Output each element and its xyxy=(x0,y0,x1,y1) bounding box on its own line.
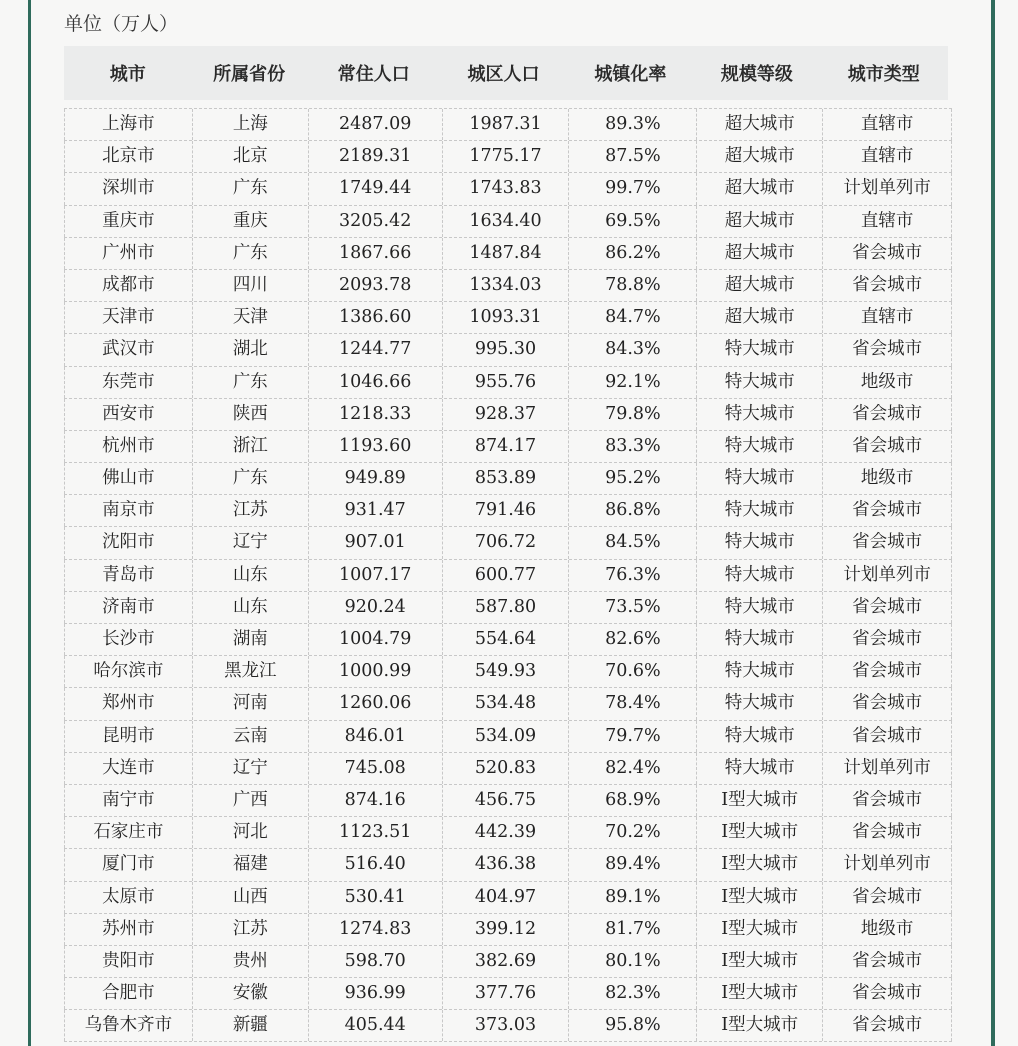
cell-resident-population: 516.40 xyxy=(309,849,443,880)
cell-urbanization-rate: 70.6% xyxy=(569,656,697,687)
cell-scale-level: Ⅰ型大城市 xyxy=(697,946,823,977)
cell-province: 天津 xyxy=(193,302,309,333)
table-row xyxy=(64,560,952,592)
cell-urbanization-rate: 89.1% xyxy=(569,882,697,913)
cell-city-type: 省会城市 xyxy=(823,495,952,526)
cell-urbanization-rate: 70.2% xyxy=(569,817,697,848)
cell-city: 南宁市 xyxy=(64,785,193,816)
cell-urban-population: 534.09 xyxy=(443,721,570,752)
cell-urbanization-rate: 79.8% xyxy=(569,399,697,430)
table-row xyxy=(64,882,952,914)
header-city-type: 城市类型 xyxy=(847,64,920,85)
cell-city-type: 省会城市 xyxy=(823,270,952,301)
cell-city: 厦门市 xyxy=(64,849,193,880)
cell-urban-population: 534.48 xyxy=(443,688,570,719)
table-row xyxy=(64,431,952,463)
cell-resident-population: 1004.79 xyxy=(309,624,443,655)
cell-scale-level: 超大城市 xyxy=(697,141,823,172)
cell-city-type: 省会城市 xyxy=(823,334,952,365)
cell-city: 广州市 xyxy=(64,238,193,269)
cell-province: 河南 xyxy=(193,688,309,719)
cell-resident-population: 931.47 xyxy=(309,495,443,526)
table-row xyxy=(64,108,952,141)
cell-province: 山东 xyxy=(193,592,309,623)
cell-urban-population: 373.03 xyxy=(443,1010,570,1041)
cell-urbanization-rate: 95.2% xyxy=(569,463,697,494)
unit-label: 单位（万人） xyxy=(64,13,179,35)
cell-resident-population: 1274.83 xyxy=(309,914,443,945)
cell-scale-level: 特大城市 xyxy=(697,367,823,398)
cell-city: 东莞市 xyxy=(64,367,193,398)
table-row xyxy=(64,527,952,559)
cell-urbanization-rate: 83.3% xyxy=(569,431,697,462)
cell-urban-population: 995.30 xyxy=(443,334,570,365)
cell-resident-population: 936.99 xyxy=(309,978,443,1009)
table-row xyxy=(64,753,952,785)
table-row xyxy=(64,206,952,238)
cell-city-type: 省会城市 xyxy=(823,527,952,558)
cell-scale-level: 特大城市 xyxy=(697,688,823,719)
table-row xyxy=(64,463,952,495)
right-accent-bar xyxy=(991,0,995,1046)
cell-scale-level: 特大城市 xyxy=(697,656,823,687)
cell-city: 长沙市 xyxy=(64,624,193,655)
cell-province: 湖南 xyxy=(193,624,309,655)
cell-resident-population: 907.01 xyxy=(309,527,443,558)
table-row xyxy=(64,946,952,978)
cell-scale-level: Ⅰ型大城市 xyxy=(697,1010,823,1041)
cell-city-type: 省会城市 xyxy=(823,1010,952,1041)
cell-province: 广东 xyxy=(193,173,309,204)
cell-city-type: 计划单列市 xyxy=(823,560,952,591)
cell-province: 河北 xyxy=(193,817,309,848)
cell-urbanization-rate: 81.7% xyxy=(569,914,697,945)
cell-province: 安徽 xyxy=(193,978,309,1009)
data-table xyxy=(64,108,952,1042)
cell-province: 江苏 xyxy=(193,914,309,945)
cell-city-type: 省会城市 xyxy=(823,592,952,623)
cell-resident-population: 1386.60 xyxy=(309,302,443,333)
cell-city-type: 地级市 xyxy=(823,367,952,398)
cell-urban-population: 554.64 xyxy=(443,624,570,655)
cell-urbanization-rate: 73.5% xyxy=(569,592,697,623)
table-row xyxy=(64,849,952,881)
cell-urban-population: 382.69 xyxy=(443,946,570,977)
table-row xyxy=(64,721,952,753)
cell-scale-level: 超大城市 xyxy=(697,173,823,204)
table-row xyxy=(64,978,952,1010)
cell-urban-population: 456.75 xyxy=(443,785,570,816)
cell-scale-level: 特大城市 xyxy=(697,463,823,494)
cell-city: 乌鲁木齐市 xyxy=(64,1010,193,1041)
table-row xyxy=(64,914,952,946)
cell-scale-level: Ⅰ型大城市 xyxy=(697,817,823,848)
cell-urban-population: 706.72 xyxy=(443,527,570,558)
cell-urban-population: 549.93 xyxy=(443,656,570,687)
cell-urban-population: 928.37 xyxy=(443,399,570,430)
cell-city-type: 直辖市 xyxy=(823,206,952,237)
cell-urban-population: 853.89 xyxy=(443,463,570,494)
cell-city: 重庆市 xyxy=(64,206,193,237)
cell-scale-level: 特大城市 xyxy=(697,495,823,526)
cell-urbanization-rate: 68.9% xyxy=(569,785,697,816)
header-city: 城市 xyxy=(109,64,146,85)
table-row xyxy=(64,141,952,173)
cell-urbanization-rate: 84.3% xyxy=(569,334,697,365)
cell-city-type: 省会城市 xyxy=(823,882,952,913)
table-row xyxy=(64,656,952,688)
table-row xyxy=(64,688,952,720)
cell-resident-population: 1218.33 xyxy=(309,399,443,430)
table-row xyxy=(64,399,952,431)
cell-city: 佛山市 xyxy=(64,463,193,494)
table-row xyxy=(64,238,952,270)
cell-province: 山东 xyxy=(193,560,309,591)
cell-scale-level: 特大城市 xyxy=(697,431,823,462)
cell-scale-level: 超大城市 xyxy=(697,270,823,301)
cell-province: 福建 xyxy=(193,849,309,880)
cell-province: 新疆 xyxy=(193,1010,309,1041)
cell-city-type: 计划单列市 xyxy=(823,849,952,880)
cell-city: 合肥市 xyxy=(64,978,193,1009)
cell-scale-level: 特大城市 xyxy=(697,527,823,558)
cell-province: 广西 xyxy=(193,785,309,816)
cell-urban-population: 587.80 xyxy=(443,592,570,623)
cell-urbanization-rate: 92.1% xyxy=(569,367,697,398)
cell-city-type: 省会城市 xyxy=(823,978,952,1009)
cell-city: 杭州市 xyxy=(64,431,193,462)
cell-urbanization-rate: 82.3% xyxy=(569,978,697,1009)
cell-city-type: 省会城市 xyxy=(823,688,952,719)
cell-resident-population: 1193.60 xyxy=(309,431,443,462)
cell-city-type: 地级市 xyxy=(823,463,952,494)
cell-province: 辽宁 xyxy=(193,527,309,558)
cell-scale-level: 特大城市 xyxy=(697,560,823,591)
cell-province: 广东 xyxy=(193,238,309,269)
cell-scale-level: 特大城市 xyxy=(697,592,823,623)
cell-urbanization-rate: 79.7% xyxy=(569,721,697,752)
cell-scale-level: Ⅰ型大城市 xyxy=(697,785,823,816)
cell-resident-population: 1867.66 xyxy=(309,238,443,269)
cell-urban-population: 1093.31 xyxy=(443,302,570,333)
cell-urban-population: 955.76 xyxy=(443,367,570,398)
cell-resident-population: 3205.42 xyxy=(309,206,443,237)
table-row xyxy=(64,817,952,849)
cell-city: 济南市 xyxy=(64,592,193,623)
cell-resident-population: 598.70 xyxy=(309,946,443,977)
cell-city-type: 省会城市 xyxy=(823,785,952,816)
cell-city-type: 直辖市 xyxy=(823,109,952,140)
cell-urbanization-rate: 82.4% xyxy=(569,753,697,784)
table-row xyxy=(64,334,952,366)
cell-province: 上海 xyxy=(193,109,309,140)
cell-resident-population: 1007.17 xyxy=(309,560,443,591)
cell-resident-population: 920.24 xyxy=(309,592,443,623)
cell-urban-population: 1987.31 xyxy=(443,109,570,140)
table-row xyxy=(64,785,952,817)
cell-urbanization-rate: 89.4% xyxy=(569,849,697,880)
cell-scale-level: Ⅰ型大城市 xyxy=(697,849,823,880)
cell-city-type: 地级市 xyxy=(823,914,952,945)
cell-urban-population: 1334.03 xyxy=(443,270,570,301)
cell-scale-level: 超大城市 xyxy=(697,302,823,333)
cell-city-type: 省会城市 xyxy=(823,817,952,848)
cell-urbanization-rate: 99.7% xyxy=(569,173,697,204)
cell-urbanization-rate: 84.5% xyxy=(569,527,697,558)
cell-urban-population: 377.76 xyxy=(443,978,570,1009)
cell-scale-level: 特大城市 xyxy=(697,624,823,655)
cell-city: 贵阳市 xyxy=(64,946,193,977)
cell-resident-population: 874.16 xyxy=(309,785,443,816)
cell-province: 黑龙江 xyxy=(193,656,309,687)
cell-urban-population: 791.46 xyxy=(443,495,570,526)
cell-urbanization-rate: 86.2% xyxy=(569,238,697,269)
cell-city: 苏州市 xyxy=(64,914,193,945)
cell-scale-level: 特大城市 xyxy=(697,334,823,365)
cell-province: 辽宁 xyxy=(193,753,309,784)
cell-resident-population: 2487.09 xyxy=(309,109,443,140)
cell-urbanization-rate: 86.8% xyxy=(569,495,697,526)
cell-province: 北京 xyxy=(193,141,309,172)
cell-city: 郑州市 xyxy=(64,688,193,719)
cell-scale-level: 特大城市 xyxy=(697,753,823,784)
cell-city: 深圳市 xyxy=(64,173,193,204)
cell-province: 江苏 xyxy=(193,495,309,526)
table-row xyxy=(64,592,952,624)
cell-city-type: 计划单列市 xyxy=(823,173,952,204)
cell-city: 武汉市 xyxy=(64,334,193,365)
cell-city-type: 省会城市 xyxy=(823,624,952,655)
cell-city: 上海市 xyxy=(64,109,193,140)
cell-resident-population: 2093.78 xyxy=(309,270,443,301)
cell-urbanization-rate: 89.3% xyxy=(569,109,697,140)
cell-city-type: 省会城市 xyxy=(823,946,952,977)
cell-resident-population: 1000.99 xyxy=(309,656,443,687)
cell-city: 昆明市 xyxy=(64,721,193,752)
cell-urbanization-rate: 87.5% xyxy=(569,141,697,172)
cell-urban-population: 600.77 xyxy=(443,560,570,591)
table-row xyxy=(64,624,952,656)
cell-province: 四川 xyxy=(193,270,309,301)
cell-city: 大连市 xyxy=(64,753,193,784)
cell-resident-population: 1749.44 xyxy=(309,173,443,204)
cell-urbanization-rate: 95.8% xyxy=(569,1010,697,1041)
cell-scale-level: Ⅰ型大城市 xyxy=(697,978,823,1009)
cell-urban-population: 1743.83 xyxy=(443,173,570,204)
cell-scale-level: 超大城市 xyxy=(697,109,823,140)
cell-urbanization-rate: 84.7% xyxy=(569,302,697,333)
cell-scale-level: 特大城市 xyxy=(697,399,823,430)
cell-city: 太原市 xyxy=(64,882,193,913)
cell-urban-population: 442.39 xyxy=(443,817,570,848)
cell-city: 成都市 xyxy=(64,270,193,301)
cell-resident-population: 1244.77 xyxy=(309,334,443,365)
cell-urbanization-rate: 82.6% xyxy=(569,624,697,655)
cell-urbanization-rate: 69.5% xyxy=(569,206,697,237)
cell-resident-population: 2189.31 xyxy=(309,141,443,172)
cell-urban-population: 1487.84 xyxy=(443,238,570,269)
cell-resident-population: 745.08 xyxy=(309,753,443,784)
cell-city: 西安市 xyxy=(64,399,193,430)
cell-city: 沈阳市 xyxy=(64,527,193,558)
table-row xyxy=(64,367,952,399)
cell-city: 青岛市 xyxy=(64,560,193,591)
cell-province: 浙江 xyxy=(193,431,309,462)
cell-province: 贵州 xyxy=(193,946,309,977)
left-accent-bar xyxy=(28,0,31,1046)
cell-urban-population: 874.17 xyxy=(443,431,570,462)
header-scale-level: 规模等级 xyxy=(720,64,793,85)
cell-province: 重庆 xyxy=(193,206,309,237)
cell-province: 山西 xyxy=(193,882,309,913)
table-header xyxy=(64,46,948,100)
cell-city: 哈尔滨市 xyxy=(64,656,193,687)
cell-province: 陕西 xyxy=(193,399,309,430)
cell-city: 南京市 xyxy=(64,495,193,526)
cell-city-type: 省会城市 xyxy=(823,721,952,752)
header-province: 所属省份 xyxy=(213,64,286,85)
cell-urban-population: 520.83 xyxy=(443,753,570,784)
header-urban-population: 城区人口 xyxy=(467,64,540,85)
cell-city-type: 省会城市 xyxy=(823,238,952,269)
header-resident-population: 常住人口 xyxy=(337,64,410,85)
cell-urban-population: 1634.40 xyxy=(443,206,570,237)
cell-scale-level: 超大城市 xyxy=(697,206,823,237)
cell-urbanization-rate: 78.8% xyxy=(569,270,697,301)
cell-province: 云南 xyxy=(193,721,309,752)
cell-province: 广东 xyxy=(193,463,309,494)
cell-scale-level: 超大城市 xyxy=(697,238,823,269)
cell-urban-population: 1775.17 xyxy=(443,141,570,172)
table-row xyxy=(64,302,952,334)
cell-urban-population: 436.38 xyxy=(443,849,570,880)
cell-resident-population: 530.41 xyxy=(309,882,443,913)
cell-province: 广东 xyxy=(193,367,309,398)
cell-city-type: 省会城市 xyxy=(823,656,952,687)
cell-resident-population: 949.89 xyxy=(309,463,443,494)
table-row xyxy=(64,1010,952,1042)
cell-city: 北京市 xyxy=(64,141,193,172)
cell-city-type: 直辖市 xyxy=(823,302,952,333)
cell-scale-level: Ⅰ型大城市 xyxy=(697,882,823,913)
cell-scale-level: 特大城市 xyxy=(697,721,823,752)
cell-scale-level: Ⅰ型大城市 xyxy=(697,914,823,945)
cell-resident-population: 846.01 xyxy=(309,721,443,752)
header-urbanization-rate: 城镇化率 xyxy=(594,64,667,85)
cell-resident-population: 405.44 xyxy=(309,1010,443,1041)
cell-city: 石家庄市 xyxy=(64,817,193,848)
table-row xyxy=(64,495,952,527)
cell-resident-population: 1123.51 xyxy=(309,817,443,848)
cell-province: 湖北 xyxy=(193,334,309,365)
cell-city-type: 直辖市 xyxy=(823,141,952,172)
cell-city-type: 省会城市 xyxy=(823,399,952,430)
cell-urbanization-rate: 80.1% xyxy=(569,946,697,977)
table-row xyxy=(64,270,952,302)
cell-resident-population: 1260.06 xyxy=(309,688,443,719)
table-row xyxy=(64,173,952,205)
cell-city-type: 省会城市 xyxy=(823,431,952,462)
cell-city-type: 计划单列市 xyxy=(823,753,952,784)
cell-urbanization-rate: 78.4% xyxy=(569,688,697,719)
cell-urbanization-rate: 76.3% xyxy=(569,560,697,591)
cell-city: 天津市 xyxy=(64,302,193,333)
cell-urban-population: 404.97 xyxy=(443,882,570,913)
cell-urban-population: 399.12 xyxy=(443,914,570,945)
cell-resident-population: 1046.66 xyxy=(309,367,443,398)
